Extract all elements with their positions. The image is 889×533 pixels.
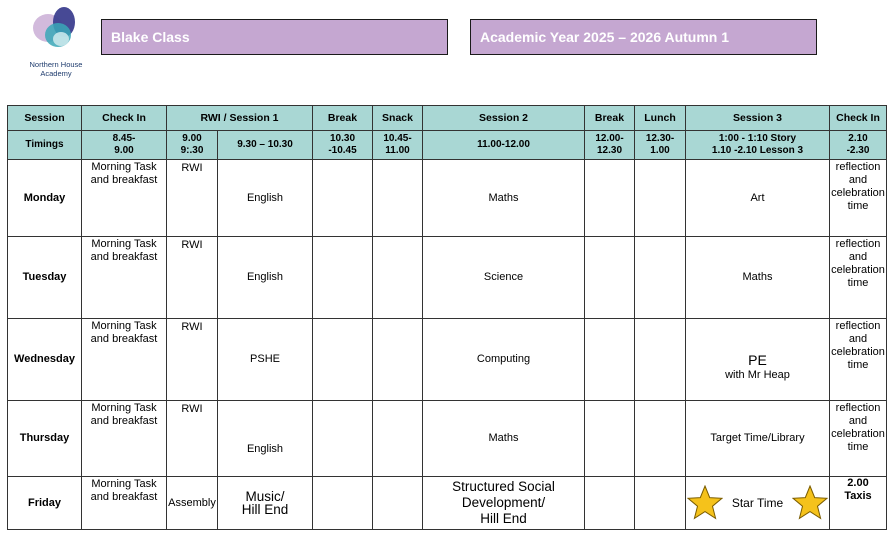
session2-cell: Structured Social Development/ Hill End [423, 477, 585, 530]
morning-task-cell: Morning Task and breakfast [82, 237, 167, 319]
logo-line-2: Academy [40, 69, 72, 78]
break-2-cell [585, 160, 635, 237]
timetable [7, 105, 887, 530]
snack-cell [373, 160, 423, 237]
session1-cell: English [218, 237, 313, 319]
star-icon [687, 485, 723, 521]
reflection-cell: reflection and celebration time [830, 237, 887, 319]
rwi-cell: RWI [167, 319, 218, 401]
taxis-cell: 2.00 Taxis [830, 477, 887, 530]
morning-task-cell: Morning Task and breakfast [82, 401, 167, 477]
session1-cell: Music/ Hill End [218, 477, 313, 530]
session3-cell: Art [686, 160, 830, 237]
lunch-cell [635, 477, 686, 530]
header-row [8, 106, 887, 131]
col-session: Session [8, 106, 82, 131]
reflection-cell: reflection and celebration time [830, 401, 887, 477]
timing-snack: 10.45- 11.00 [373, 131, 423, 160]
class-title-banner: Blake Class [101, 19, 448, 55]
snack-cell [373, 401, 423, 477]
session2-cell: Computing [423, 319, 585, 401]
session3-cell: Maths [686, 237, 830, 319]
col-rwi-session1: RWI / Session 1 [167, 106, 313, 131]
timing-check-in: 8.45- 9.00 [82, 131, 167, 160]
academy-logo-icon [31, 6, 81, 58]
timing-lunch: 12.30- 1.00 [635, 131, 686, 160]
session3-cell [686, 477, 830, 530]
break-cell [313, 477, 373, 530]
reflection-cell: reflection and celebration time [830, 319, 887, 401]
rwi-cell: RWI [167, 237, 218, 319]
table-row [8, 319, 887, 401]
snack-cell [373, 477, 423, 530]
day-label: Friday [8, 477, 82, 530]
star-icon [792, 485, 828, 521]
academic-year-banner: Academic Year 2025 – 2026 Autumn 1 [470, 19, 817, 55]
break-cell [313, 401, 373, 477]
break-2-cell [585, 401, 635, 477]
table-row [8, 237, 887, 319]
session2-cell: Maths [423, 160, 585, 237]
break-cell [313, 237, 373, 319]
session3-note: with Mr Heap [725, 369, 790, 381]
col-break-2: Break [585, 106, 635, 131]
col-lunch: Lunch [635, 106, 686, 131]
star-time [686, 485, 829, 521]
col-check-in-end: Check In [830, 106, 887, 131]
assembly-cell: Assembly [167, 477, 218, 530]
col-break: Break [313, 106, 373, 131]
session1-cell: PSHE [218, 319, 313, 401]
session1-cell: English [218, 401, 313, 477]
school-logo [18, 6, 94, 84]
morning-task-cell: Morning Task and breakfast [82, 160, 167, 237]
timings-row [8, 131, 887, 160]
day-label: Wednesday [8, 319, 82, 401]
session3-cell: Target Time/Library [686, 401, 830, 477]
table-row [8, 477, 887, 530]
table-row [8, 160, 887, 237]
break-2-cell [585, 477, 635, 530]
timing-session2: 11.00-12.00 [423, 131, 585, 160]
day-label: Monday [8, 160, 82, 237]
lunch-cell [635, 237, 686, 319]
timings-label: Timings [8, 131, 82, 160]
day-label: Tuesday [8, 237, 82, 319]
rwi-cell: RWI [167, 401, 218, 477]
break-cell [313, 319, 373, 401]
lunch-cell [635, 319, 686, 401]
table-row [8, 401, 887, 477]
session3-cell [686, 319, 830, 401]
morning-task-cell: Morning Task and breakfast [82, 477, 167, 530]
break-2-cell [585, 319, 635, 401]
session3-subject: PE [748, 352, 767, 368]
day-label: Thursday [8, 401, 82, 477]
logo-line-1: Northern House [29, 60, 83, 69]
lunch-cell [635, 401, 686, 477]
col-session3: Session 3 [686, 106, 830, 131]
timing-rwi: 9.00 9:.30 [167, 131, 218, 160]
col-check-in: Check In [82, 106, 167, 131]
timing-session1: 9.30 – 10.30 [218, 131, 313, 160]
timing-session3: 1:00 - 1:10 Story 1.10 -2.10 Lesson 3 [686, 131, 830, 160]
session1-cell: English [218, 160, 313, 237]
snack-cell [373, 237, 423, 319]
morning-task-cell: Morning Task and breakfast [82, 319, 167, 401]
break-cell [313, 160, 373, 237]
timing-check-in-end: 2.10 -2.30 [830, 131, 887, 160]
timing-break-2: 12.00- 12.30 [585, 131, 635, 160]
break-2-cell [585, 237, 635, 319]
lunch-cell [635, 160, 686, 237]
timing-break: 10.30 -10.45 [313, 131, 373, 160]
snack-cell [373, 319, 423, 401]
col-session2: Session 2 [423, 106, 585, 131]
rwi-cell: RWI [167, 160, 218, 237]
star-time-label: Star Time [731, 495, 784, 510]
col-snack: Snack [373, 106, 423, 131]
reflection-cell: reflection and celebration time [830, 160, 887, 237]
session2-cell: Maths [423, 401, 585, 477]
logo-caption [18, 60, 94, 78]
session2-cell: Science [423, 237, 585, 319]
